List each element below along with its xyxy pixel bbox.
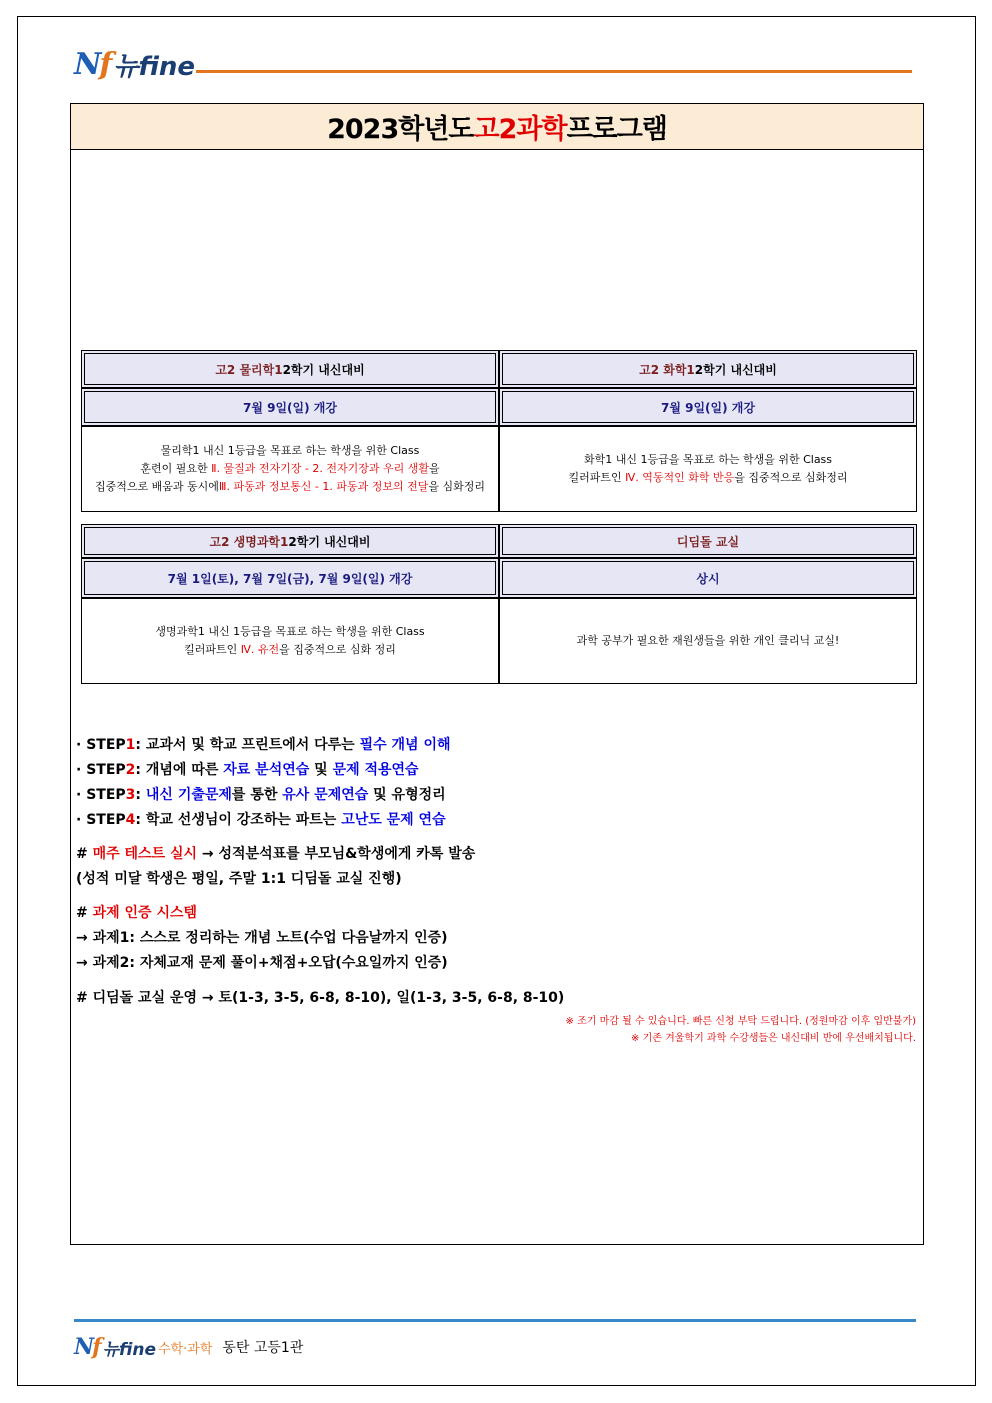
course-suffix: 2학기 내신대비 xyxy=(694,362,777,377)
course-name: 고2 생명과학1 xyxy=(209,534,289,549)
course-name: 디딤돌 교실 xyxy=(676,534,740,549)
text-run: 3 xyxy=(125,787,136,803)
text-line xyxy=(76,783,451,808)
notice-list xyxy=(566,1013,916,1047)
text-run: # xyxy=(76,846,93,862)
text-run: 를 통한 xyxy=(231,787,283,803)
course-desc-physics xyxy=(81,426,499,512)
text-run: : 교과서 및 학교 프린트에서 다루는 xyxy=(135,737,360,753)
text-run: 생명과학1 내신 1등급을 목표로 하는 학생을 위한 Class xyxy=(155,625,425,638)
text-run: 훈련이 필요한 xyxy=(140,462,212,475)
title-program: 프로그램 xyxy=(566,114,667,145)
text-run: (성적 미달 학생은 평일, 주말 1:1 디딤돌 교실 진행) xyxy=(76,871,402,887)
title-subject: 과학 xyxy=(516,114,567,145)
text-run: : 개념에 따른 xyxy=(135,762,224,778)
text-run: 을 xyxy=(428,462,440,475)
text-line xyxy=(584,451,832,469)
course-desc-clinic xyxy=(499,598,917,684)
course-header-physics xyxy=(81,350,499,388)
text-run: · STEP xyxy=(76,737,126,753)
text-line xyxy=(76,842,475,867)
text-run: : xyxy=(135,787,146,803)
logo-mark: Nf xyxy=(74,46,111,82)
text-run: 및 xyxy=(309,762,333,778)
text-run: Ⅳ. 역동적인 화학 반응 xyxy=(625,471,735,484)
text-line xyxy=(76,926,448,951)
notice-early-close: ※ 조기 마감 될 수 있습니다. 빠른 신청 부탁 드립니다. (정원마감 이후 입반불가) xyxy=(565,1016,916,1027)
text-line xyxy=(76,808,451,833)
text-line xyxy=(95,478,485,496)
notice-priority: ※ 기존 겨울학기 과학 수강생들은 내신대비 반에 우선배치됩니다. xyxy=(631,1033,916,1044)
course-name: 고2 화학1 xyxy=(639,362,695,377)
footer-subjects: 수학·과학 xyxy=(158,1341,213,1357)
course-header-clinic xyxy=(499,524,917,558)
text-run: 물리학1 내신 1등급을 목표로 하는 학생을 위한 Class xyxy=(160,444,420,457)
text-run: 집중적으로 배움과 동시에 xyxy=(95,480,219,493)
text-line xyxy=(577,632,840,650)
text-run: · STEP xyxy=(76,762,126,778)
text-line xyxy=(161,442,420,460)
text-run: 필수 개념 이해 xyxy=(359,737,451,753)
text-run: 과학 공부가 필요한 재원생들을 위한 개인 클리닉 교실! xyxy=(576,634,840,647)
course-date-clinic: 상시 xyxy=(499,558,917,598)
text-line xyxy=(76,867,475,892)
text-run: 화학1 내신 1등급을 목표로 하는 학생을 위한 Class xyxy=(583,453,833,466)
logo-text: 뉴fine xyxy=(113,51,196,82)
brand-logo xyxy=(74,46,195,82)
step-list xyxy=(76,733,451,833)
text-run: · STEP xyxy=(76,787,126,803)
text-run: 문제 적용연습 xyxy=(332,762,419,778)
clinic-schedule xyxy=(76,986,564,1011)
text-run: # 디딤돌 교실 운영 → 토(1-3, 3-5, 6-8, 8-10), 일(1-3, 3-5, 6-8, 8-10) xyxy=(76,990,565,1006)
text-run: → 성적분석표를 부모님&학생에게 카톡 발송 xyxy=(197,846,476,862)
course-suffix: 2학기 내신대비 xyxy=(282,362,365,377)
homework-system xyxy=(76,901,448,976)
text-run: # xyxy=(76,905,93,921)
course-desc-biology xyxy=(81,598,499,684)
course-date-biology: 7월 1일(토), 7월 7일(금), 7월 9일(일) 개강 xyxy=(81,558,499,598)
course-date-chemistry: 7월 9일(일) 개강 xyxy=(499,388,917,426)
text-run: 을 집중적으로 심화 정리 xyxy=(279,643,396,656)
text-run: 유사 문제연습 xyxy=(282,787,369,803)
text-run: 내신 기출문제 xyxy=(145,787,232,803)
title-grade: 고2 xyxy=(473,114,517,145)
course-grid-bottom xyxy=(81,524,917,684)
text-run: → 과제2: 자체교재 문제 풀이+채점+오답(수요일까지 인증) xyxy=(76,955,448,971)
header-divider xyxy=(196,70,912,73)
text-run: 킬러파트인 xyxy=(184,643,241,656)
text-line xyxy=(76,901,448,926)
text-line xyxy=(568,469,847,487)
course-desc-chemistry xyxy=(499,426,917,512)
footer-campus: 동탄 고등1관 xyxy=(222,1340,304,1356)
page-title xyxy=(71,104,923,150)
text-line xyxy=(184,641,396,659)
course-name: 고2 물리학1 xyxy=(215,362,283,377)
text-line xyxy=(76,986,564,1011)
course-header-chemistry xyxy=(499,350,917,388)
text-run: 4 xyxy=(125,812,136,828)
course-suffix: 2학기 내신대비 xyxy=(288,534,371,549)
footer-logo-text: 뉴fine xyxy=(102,1339,157,1360)
title-year: 2023학년도 xyxy=(327,114,474,145)
text-run: : 학교 선생님이 강조하는 파트는 xyxy=(135,812,342,828)
text-run: 킬러파트인 xyxy=(568,471,626,484)
text-line xyxy=(76,733,451,758)
text-run: Ⅱ. 물질과 전자기장 - 2. 전자기장과 우리 생활 xyxy=(211,462,429,475)
course-date-physics: 7월 9일(일) 개강 xyxy=(81,388,499,426)
text-run: · STEP xyxy=(76,812,126,828)
text-run: 을 집중적으로 심화정리 xyxy=(734,471,848,484)
text-line xyxy=(76,758,451,783)
text-run: Ⅳ. 유전 xyxy=(240,643,280,656)
text-line xyxy=(76,951,448,976)
text-run: 고난도 문제 연습 xyxy=(341,812,446,828)
text-line xyxy=(155,623,424,641)
footer-divider xyxy=(74,1319,916,1322)
course-header-biology xyxy=(81,524,499,558)
text-run: 1 xyxy=(125,737,136,753)
weekly-test-info xyxy=(76,842,475,892)
program-box xyxy=(70,103,924,1245)
text-run: 매주 테스트 실시 xyxy=(92,846,198,862)
text-run: 과제 인증 시스템 xyxy=(92,905,198,921)
text-run: Ⅲ. 파동과 정보통신 - 1. 파동과 정보의 전달 xyxy=(218,480,429,493)
text-run: 자료 분석연습 xyxy=(223,762,310,778)
course-grid-top xyxy=(81,350,917,512)
text-run: 및 유형정리 xyxy=(368,787,446,803)
text-run: → 과제1: 스스로 정리하는 개념 노트(수업 다음날까지 인증) xyxy=(76,930,448,946)
text-line xyxy=(140,460,439,478)
footer-logo-mark: Nf xyxy=(74,1334,100,1360)
text-run: 2 xyxy=(125,762,136,778)
text-run: 을 심화정리 xyxy=(428,480,485,493)
footer xyxy=(74,1334,303,1360)
